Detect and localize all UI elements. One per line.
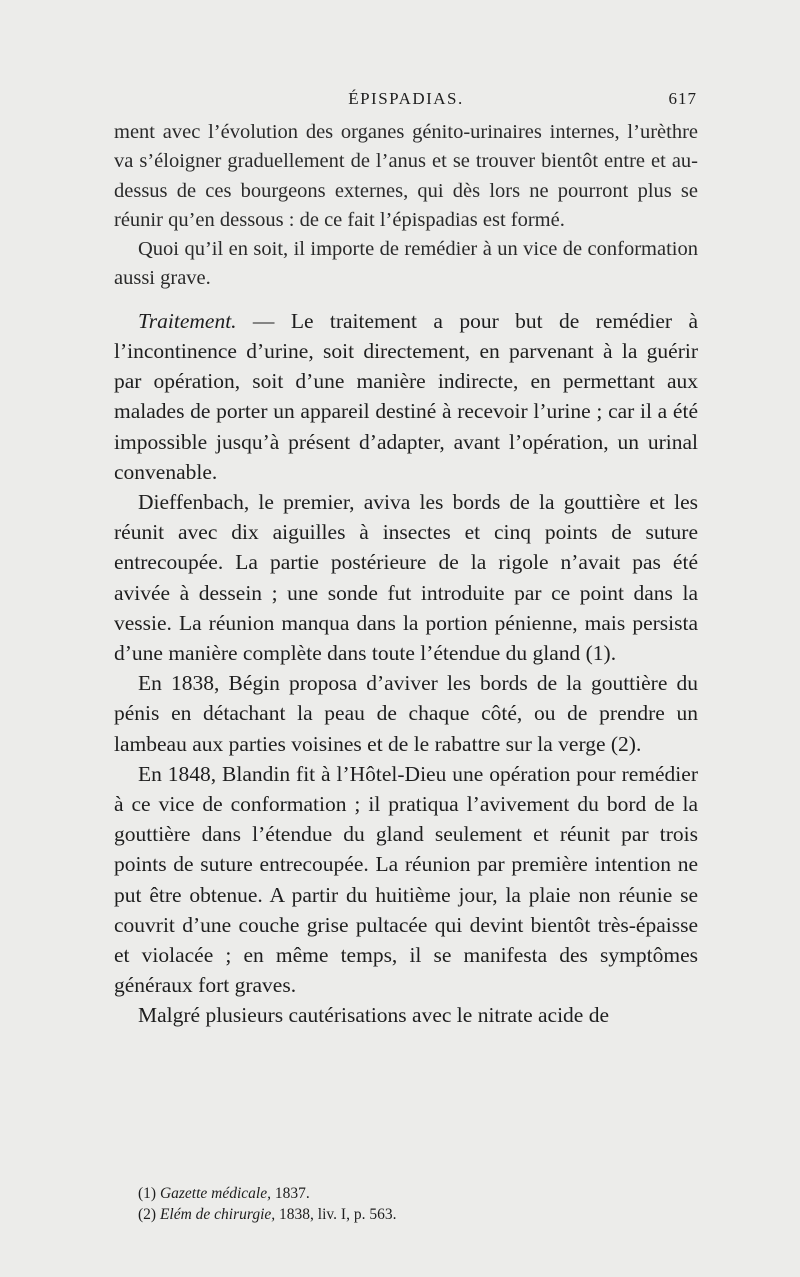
paragraph-dieffenbach: Dieffenbach, le premier, aviva les bords de la gouttière et les réunit avec dix aiguilles à insectes et cinq points de suture entrecoupée. La partie postérieure de la rigole n’avait pas été avivée à dessein ; une sonde fut introduite par ce point dans la vessie. La réunion manqua dans la portion pénienne, mais persista d’une manière complète dans toute l’étendue du gland (1). xyxy=(114,490,698,666)
page-number: 617 xyxy=(668,89,697,108)
paragraph-traitement xyxy=(114,306,698,487)
footnote-2-title: Elém de chirurgie, xyxy=(159,1206,276,1223)
paragraph-malgre: Malgré plusieurs cautérisations avec le nitrate acide de xyxy=(138,1003,610,1028)
paragraph-begin: En 1838, Bégin proposa d’aviver les bords de la gouttière du pénis en détachant la peau de chaque côté, ou de prendre un lambeau aux parties voisines et de le rabattre sur la verge (2). xyxy=(114,671,698,756)
footnote-1-title: Gazette médicale, xyxy=(159,1185,271,1202)
section-heading-traitement: Traitement. xyxy=(138,308,237,333)
body-text xyxy=(114,118,698,1031)
footnote-1-mark: (1) xyxy=(138,1185,160,1202)
page-header xyxy=(115,89,697,117)
footnote-1 xyxy=(138,1183,698,1204)
footnote-2-rest: 1838, liv. I, p. 563. xyxy=(275,1206,397,1223)
paragraph-conformation: Quoi qu’il en soit, il importe de remédier à un vice de conformation aussi grave. xyxy=(114,238,698,290)
running-title: ÉPISPADIAS. xyxy=(348,89,464,108)
paragraph-continuation: ment avec l’évolution des organes génito-urinaires internes, l’urèthre va s’éloigner graduellement de l’anus et se trouver bientôt entre et au-dessus de ces bourgeons externes, qui dès lors ne pourront plus se réunir qu’en dessous : de ce fait l’épispadias est formé. xyxy=(114,121,698,231)
paragraph-blandin: En 1848, Blandin fit à l’Hôtel-Dieu une opération pour remédier à ce vice de conformation ; il pratiqua l’avivement du bord de la gouttière dans l’étendue du gland seulement et réunit par trois points de suture entrecoupée. La réunion par première intention ne put être obtenue. A partir du huitième jour, la plaie non réunie se couvrit d’une couche grise pultacée qui devint bientôt très-épaisse et violacée ; en même temps, il se manifesta des symptômes généraux fort graves. xyxy=(114,761,698,998)
footnote-2 xyxy=(138,1204,698,1225)
footnote-2-mark: (2) xyxy=(138,1206,160,1223)
footnote-1-rest: 1837. xyxy=(271,1185,310,1202)
footnotes xyxy=(138,1183,698,1225)
paragraph-traitement-text: — Le traitement a pour but de remédier à l’incontinence d’urine, soit directement, en parvenant à la guérir par opération, soit d’une manière indirecte, en permettant aux malades de porter un appareil destiné à recevoir l’urine ; car il a été impossible jusqu’à présent d’adapter, avant l’opération, un urinal convenable. xyxy=(114,308,698,484)
